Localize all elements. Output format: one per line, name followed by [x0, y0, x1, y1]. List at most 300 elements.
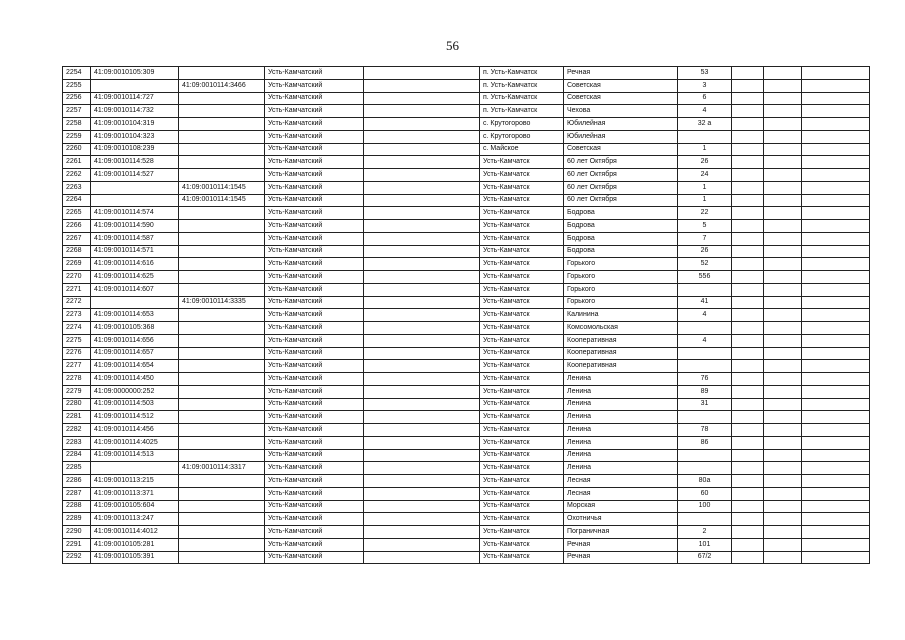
locality-cell: Усть-Камчатск: [480, 487, 564, 500]
cadastral-number-cell: 41:09:0010113:215: [91, 475, 179, 488]
extra-cell-3: [802, 398, 870, 411]
district-cell: Усть-Камчатский: [265, 67, 364, 80]
house-number-cell: 2: [678, 526, 732, 539]
cadastral-number-cell: 41:09:0010114:574: [91, 207, 179, 220]
extra-cell-2: [764, 271, 802, 284]
house-number-cell: 26: [678, 156, 732, 169]
extra-cell-3: [802, 232, 870, 245]
extra-cell-2: [764, 347, 802, 360]
row-number-cell: 2272: [63, 296, 91, 309]
cadastral-number-cell: 41:09:0000000:252: [91, 385, 179, 398]
cadastral-number-cell: 41:09:0010114:654: [91, 360, 179, 373]
district-cell: Усть-Камчатский: [265, 500, 364, 513]
settlement-cell: [364, 360, 480, 373]
district-cell: Усть-Камчатский: [265, 156, 364, 169]
cadastral-number-cell: 41:09:0010105:604: [91, 500, 179, 513]
settlement-cell: [364, 194, 480, 207]
locality-cell: с. Крутогорово: [480, 118, 564, 131]
cadastral-number-cell: 41:09:0010113:247: [91, 513, 179, 526]
cadastral-number-cell: 41:09:0010114:653: [91, 309, 179, 322]
street-cell: Горького: [564, 258, 678, 271]
cadastral-number-cell: 41:09:0010114:616: [91, 258, 179, 271]
table-row: [63, 398, 870, 411]
district-cell: Усть-Камчатский: [265, 322, 364, 335]
street-cell: Речная: [564, 551, 678, 564]
locality-cell: Усть-Камчатск: [480, 462, 564, 475]
locality-cell: Усть-Камчатск: [480, 513, 564, 526]
settlement-cell: [364, 92, 480, 105]
settlement-cell: [364, 385, 480, 398]
table-row: [63, 67, 870, 80]
house-number-cell: 100: [678, 500, 732, 513]
row-number-cell: 2288: [63, 500, 91, 513]
settlement-cell: [364, 143, 480, 156]
cadastral-number-cell: 41:09:0010114:657: [91, 347, 179, 360]
locality-cell: Усть-Камчатск: [480, 538, 564, 551]
table-row: [63, 462, 870, 475]
extra-cell-3: [802, 475, 870, 488]
extra-cell-1: [732, 551, 764, 564]
street-cell: Горького: [564, 283, 678, 296]
extra-cell-1: [732, 220, 764, 233]
street-cell: Кооперативная: [564, 360, 678, 373]
building-cadastral-cell: 41:09:0010114:1545: [179, 181, 265, 194]
page-number: 56: [446, 38, 459, 53]
row-number-cell: 2258: [63, 118, 91, 131]
row-number-cell: 2285: [63, 462, 91, 475]
settlement-cell: [364, 436, 480, 449]
table-row: [63, 373, 870, 386]
street-cell: Пограничная: [564, 526, 678, 539]
building-cadastral-cell: [179, 118, 265, 131]
extra-cell-3: [802, 283, 870, 296]
district-cell: Усть-Камчатский: [265, 513, 364, 526]
extra-cell-1: [732, 309, 764, 322]
building-cadastral-cell: [179, 424, 265, 437]
row-number-cell: 2287: [63, 487, 91, 500]
table-row: [63, 436, 870, 449]
settlement-cell: [364, 538, 480, 551]
district-cell: Усть-Камчатский: [265, 398, 364, 411]
locality-cell: Усть-Камчатск: [480, 500, 564, 513]
street-cell: Бодрова: [564, 207, 678, 220]
district-cell: Усть-Камчатский: [265, 424, 364, 437]
row-number-cell: 2289: [63, 513, 91, 526]
extra-cell-1: [732, 283, 764, 296]
row-number-cell: 2266: [63, 220, 91, 233]
street-cell: Советская: [564, 143, 678, 156]
extra-cell-1: [732, 296, 764, 309]
locality-cell: Усть-Камчатск: [480, 449, 564, 462]
extra-cell-1: [732, 334, 764, 347]
house-number-cell: [678, 130, 732, 143]
settlement-cell: [364, 130, 480, 143]
table-row: [63, 526, 870, 539]
street-cell: Горького: [564, 271, 678, 284]
row-number-cell: 2257: [63, 105, 91, 118]
table-row: [63, 296, 870, 309]
row-number-cell: 2281: [63, 411, 91, 424]
extra-cell-2: [764, 385, 802, 398]
extra-cell-3: [802, 79, 870, 92]
extra-cell-3: [802, 526, 870, 539]
row-number-cell: 2255: [63, 79, 91, 92]
settlement-cell: [364, 79, 480, 92]
row-number-cell: 2283: [63, 436, 91, 449]
extra-cell-2: [764, 258, 802, 271]
building-cadastral-cell: [179, 309, 265, 322]
extra-cell-1: [732, 411, 764, 424]
settlement-cell: [364, 67, 480, 80]
extra-cell-1: [732, 118, 764, 131]
settlement-cell: [364, 513, 480, 526]
table-row: [63, 232, 870, 245]
locality-cell: Усть-Камчатск: [480, 436, 564, 449]
district-cell: Усть-Камчатский: [265, 411, 364, 424]
row-number-cell: 2286: [63, 475, 91, 488]
extra-cell-3: [802, 169, 870, 182]
cadastral-number-cell: 41:09:0010114:587: [91, 232, 179, 245]
table-row: [63, 513, 870, 526]
table-row: [63, 105, 870, 118]
extra-cell-2: [764, 118, 802, 131]
house-number-cell: 76: [678, 373, 732, 386]
street-cell: Чехова: [564, 105, 678, 118]
extra-cell-2: [764, 156, 802, 169]
row-number-cell: 2291: [63, 538, 91, 551]
street-cell: Горького: [564, 296, 678, 309]
extra-cell-3: [802, 373, 870, 386]
district-cell: Усть-Камчатский: [265, 207, 364, 220]
house-number-cell: 3: [678, 79, 732, 92]
locality-cell: Усть-Камчатск: [480, 411, 564, 424]
building-cadastral-cell: [179, 283, 265, 296]
street-cell: Морская: [564, 500, 678, 513]
locality-cell: Усть-Камчатск: [480, 156, 564, 169]
table-row: [63, 156, 870, 169]
row-number-cell: 2256: [63, 92, 91, 105]
street-cell: 60 лет Октября: [564, 156, 678, 169]
locality-cell: Усть-Камчатск: [480, 334, 564, 347]
table-row: [63, 411, 870, 424]
extra-cell-3: [802, 424, 870, 437]
building-cadastral-cell: [179, 232, 265, 245]
district-cell: Усть-Камчатский: [265, 271, 364, 284]
locality-cell: Усть-Камчатск: [480, 322, 564, 335]
street-cell: Ленина: [564, 373, 678, 386]
cadastral-number-cell: [91, 181, 179, 194]
extra-cell-2: [764, 143, 802, 156]
extra-cell-1: [732, 258, 764, 271]
house-number-cell: 556: [678, 271, 732, 284]
building-cadastral-cell: [179, 271, 265, 284]
extra-cell-3: [802, 207, 870, 220]
table-row: [63, 551, 870, 564]
settlement-cell: [364, 105, 480, 118]
cadastral-number-cell: 41:09:0010114:456: [91, 424, 179, 437]
extra-cell-1: [732, 322, 764, 335]
table-row: [63, 245, 870, 258]
cadastral-number-cell: 41:09:0010114:571: [91, 245, 179, 258]
building-cadastral-cell: [179, 130, 265, 143]
table-row: [63, 475, 870, 488]
extra-cell-1: [732, 67, 764, 80]
extra-cell-2: [764, 105, 802, 118]
row-number-cell: 2278: [63, 373, 91, 386]
locality-cell: Усть-Камчатск: [480, 169, 564, 182]
extra-cell-1: [732, 449, 764, 462]
registry-table: [62, 66, 870, 564]
extra-cell-1: [732, 156, 764, 169]
locality-cell: п. Усть-Камчатск: [480, 79, 564, 92]
table-row: [63, 92, 870, 105]
house-number-cell: 78: [678, 424, 732, 437]
row-number-cell: 2268: [63, 245, 91, 258]
house-number-cell: [678, 411, 732, 424]
locality-cell: Усть-Камчатск: [480, 309, 564, 322]
extra-cell-2: [764, 551, 802, 564]
cadastral-number-cell: 41:09:0010105:281: [91, 538, 179, 551]
cadastral-number-cell: 41:09:0010114:512: [91, 411, 179, 424]
table-row: [63, 424, 870, 437]
settlement-cell: [364, 322, 480, 335]
building-cadastral-cell: [179, 475, 265, 488]
extra-cell-3: [802, 538, 870, 551]
table-row: [63, 309, 870, 322]
extra-cell-3: [802, 487, 870, 500]
extra-cell-3: [802, 92, 870, 105]
building-cadastral-cell: [179, 538, 265, 551]
table-row: [63, 118, 870, 131]
locality-cell: Усть-Камчатск: [480, 385, 564, 398]
locality-cell: Усть-Камчатск: [480, 424, 564, 437]
extra-cell-1: [732, 105, 764, 118]
extra-cell-2: [764, 67, 802, 80]
locality-cell: Усть-Камчатск: [480, 296, 564, 309]
extra-cell-3: [802, 411, 870, 424]
street-cell: Лесная: [564, 475, 678, 488]
house-number-cell: 89: [678, 385, 732, 398]
district-cell: Усть-Камчатский: [265, 296, 364, 309]
building-cadastral-cell: [179, 92, 265, 105]
table-row: [63, 449, 870, 462]
district-cell: Усть-Камчатский: [265, 232, 364, 245]
house-number-cell: [678, 347, 732, 360]
settlement-cell: [364, 271, 480, 284]
cadastral-number-cell: [91, 194, 179, 207]
extra-cell-3: [802, 296, 870, 309]
extra-cell-2: [764, 334, 802, 347]
building-cadastral-cell: [179, 207, 265, 220]
extra-cell-3: [802, 245, 870, 258]
street-cell: Ленина: [564, 398, 678, 411]
extra-cell-3: [802, 143, 870, 156]
extra-cell-1: [732, 526, 764, 539]
street-cell: Ленина: [564, 424, 678, 437]
house-number-cell: [678, 322, 732, 335]
building-cadastral-cell: 41:09:0010114:3466: [179, 79, 265, 92]
house-number-cell: 6: [678, 92, 732, 105]
house-number-cell: 32 а: [678, 118, 732, 131]
extra-cell-2: [764, 283, 802, 296]
extra-cell-3: [802, 309, 870, 322]
extra-cell-3: [802, 156, 870, 169]
extra-cell-2: [764, 411, 802, 424]
settlement-cell: [364, 258, 480, 271]
cadastral-number-cell: 41:09:0010114:4025: [91, 436, 179, 449]
locality-cell: п. Усть-Камчатск: [480, 92, 564, 105]
extra-cell-1: [732, 487, 764, 500]
row-number-cell: 2282: [63, 424, 91, 437]
extra-cell-2: [764, 487, 802, 500]
locality-cell: Усть-Камчатск: [480, 360, 564, 373]
extra-cell-1: [732, 207, 764, 220]
locality-cell: п. Усть-Камчатск: [480, 105, 564, 118]
building-cadastral-cell: [179, 156, 265, 169]
street-cell: Ленина: [564, 462, 678, 475]
street-cell: Лесная: [564, 487, 678, 500]
table-row: [63, 347, 870, 360]
cadastral-number-cell: 41:09:0010114:527: [91, 169, 179, 182]
row-number-cell: 2276: [63, 347, 91, 360]
extra-cell-2: [764, 424, 802, 437]
house-number-cell: 60: [678, 487, 732, 500]
table-row: [63, 194, 870, 207]
row-number-cell: 2270: [63, 271, 91, 284]
building-cadastral-cell: [179, 373, 265, 386]
extra-cell-3: [802, 347, 870, 360]
locality-cell: Усть-Камчатск: [480, 258, 564, 271]
cadastral-number-cell: [91, 79, 179, 92]
street-cell: Речная: [564, 67, 678, 80]
locality-cell: Усть-Камчатск: [480, 245, 564, 258]
extra-cell-2: [764, 322, 802, 335]
building-cadastral-cell: [179, 258, 265, 271]
house-number-cell: 22: [678, 207, 732, 220]
extra-cell-3: [802, 271, 870, 284]
district-cell: Усть-Камчатский: [265, 551, 364, 564]
district-cell: Усть-Камчатский: [265, 487, 364, 500]
settlement-cell: [364, 475, 480, 488]
district-cell: Усть-Камчатский: [265, 436, 364, 449]
building-cadastral-cell: [179, 67, 265, 80]
extra-cell-1: [732, 462, 764, 475]
building-cadastral-cell: [179, 105, 265, 118]
district-cell: Усть-Камчатский: [265, 385, 364, 398]
house-number-cell: 4: [678, 105, 732, 118]
extra-cell-1: [732, 232, 764, 245]
district-cell: Усть-Камчатский: [265, 79, 364, 92]
extra-cell-1: [732, 181, 764, 194]
locality-cell: Усть-Камчатск: [480, 373, 564, 386]
extra-cell-1: [732, 194, 764, 207]
house-number-cell: 52: [678, 258, 732, 271]
house-number-cell: [678, 283, 732, 296]
district-cell: Усть-Камчатский: [265, 118, 364, 131]
cadastral-number-cell: 41:09:0010114:528: [91, 156, 179, 169]
district-cell: Усть-Камчатский: [265, 538, 364, 551]
district-cell: Усть-Камчатский: [265, 360, 364, 373]
extra-cell-1: [732, 436, 764, 449]
cadastral-number-cell: [91, 296, 179, 309]
extra-cell-3: [802, 118, 870, 131]
street-cell: Бодрова: [564, 220, 678, 233]
cadastral-number-cell: 41:09:0010114:625: [91, 271, 179, 284]
cadastral-number-cell: 41:09:0010114:607: [91, 283, 179, 296]
settlement-cell: [364, 334, 480, 347]
district-cell: Усть-Камчатский: [265, 258, 364, 271]
settlement-cell: [364, 398, 480, 411]
extra-cell-2: [764, 79, 802, 92]
extra-cell-2: [764, 373, 802, 386]
building-cadastral-cell: 41:09:0010114:3335: [179, 296, 265, 309]
street-cell: Бодрова: [564, 232, 678, 245]
row-number-cell: 2267: [63, 232, 91, 245]
table-row: [63, 130, 870, 143]
row-number-cell: 2264: [63, 194, 91, 207]
extra-cell-2: [764, 398, 802, 411]
registry-body: [63, 67, 870, 564]
building-cadastral-cell: [179, 411, 265, 424]
building-cadastral-cell: 41:09:0010114:1545: [179, 194, 265, 207]
settlement-cell: [364, 283, 480, 296]
locality-cell: с. Крутогорово: [480, 130, 564, 143]
settlement-cell: [364, 449, 480, 462]
extra-cell-3: [802, 105, 870, 118]
building-cadastral-cell: [179, 347, 265, 360]
row-number-cell: 2280: [63, 398, 91, 411]
row-number-cell: 2263: [63, 181, 91, 194]
extra-cell-1: [732, 424, 764, 437]
street-cell: Советская: [564, 92, 678, 105]
row-number-cell: 2260: [63, 143, 91, 156]
extra-cell-1: [732, 500, 764, 513]
district-cell: Усть-Камчатский: [265, 462, 364, 475]
house-number-cell: 1: [678, 194, 732, 207]
extra-cell-2: [764, 245, 802, 258]
district-cell: Усть-Камчатский: [265, 309, 364, 322]
district-cell: Усть-Камчатский: [265, 194, 364, 207]
house-number-cell: 67/2: [678, 551, 732, 564]
building-cadastral-cell: [179, 449, 265, 462]
district-cell: Усть-Камчатский: [265, 449, 364, 462]
building-cadastral-cell: [179, 500, 265, 513]
cadastral-number-cell: 41:09:0010104:323: [91, 130, 179, 143]
locality-cell: Усть-Камчатск: [480, 232, 564, 245]
cadastral-number-cell: 41:09:0010114:656: [91, 334, 179, 347]
street-cell: Речная: [564, 538, 678, 551]
table-row: [63, 322, 870, 335]
cadastral-number-cell: 41:09:0010105:391: [91, 551, 179, 564]
extra-cell-1: [732, 143, 764, 156]
settlement-cell: [364, 373, 480, 386]
extra-cell-1: [732, 373, 764, 386]
cadastral-number-cell: 41:09:0010114:503: [91, 398, 179, 411]
street-cell: Ленина: [564, 411, 678, 424]
settlement-cell: [364, 487, 480, 500]
building-cadastral-cell: [179, 436, 265, 449]
table-row: [63, 360, 870, 373]
locality-cell: Усть-Камчатск: [480, 207, 564, 220]
locality-cell: Усть-Камчатск: [480, 551, 564, 564]
locality-cell: Усть-Камчатск: [480, 283, 564, 296]
extra-cell-2: [764, 526, 802, 539]
settlement-cell: [364, 411, 480, 424]
extra-cell-3: [802, 449, 870, 462]
district-cell: Усть-Камчатский: [265, 347, 364, 360]
cadastral-number-cell: 41:09:0010114:450: [91, 373, 179, 386]
house-number-cell: 41: [678, 296, 732, 309]
